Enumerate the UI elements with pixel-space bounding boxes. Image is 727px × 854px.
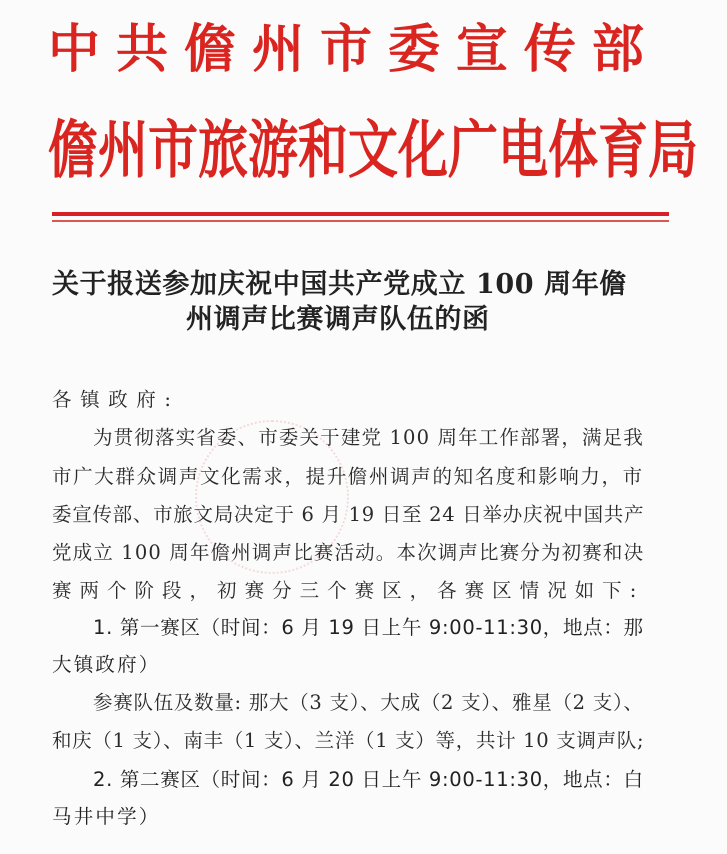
letterhead-char: 广 — [448, 112, 498, 187]
letterhead-char: 体 — [548, 112, 598, 187]
section-2-heading: 2. 第二赛区（时间：6 月 20 日上午 9:00-11:30，地点：白 — [93, 768, 644, 791]
letterhead-char: 旅 — [198, 112, 248, 187]
letterhead-char: 文 — [348, 112, 398, 187]
letterhead-org-2 — [48, 112, 698, 187]
letterhead-divider-thick — [52, 212, 669, 216]
letterhead-char: 中 — [48, 19, 101, 80]
letterhead-char: 传 — [523, 19, 576, 80]
letterhead-char: 州 — [251, 19, 304, 80]
body-paragraph-line: 党成立 100 周年儋州调声比赛活动。本次调声比赛分为初赛和决 — [52, 541, 645, 564]
letterhead-char: 儋 — [48, 112, 98, 187]
letterhead-divider-thin — [52, 220, 669, 222]
letterhead-char: 部 — [591, 19, 644, 80]
letterhead-char: 市 — [319, 19, 372, 80]
letterhead-org-1 — [48, 20, 644, 80]
body-paragraph-line: 市广大群众调声文化需求，提升儋州调声的知名度和影响力，市 — [52, 465, 644, 488]
letterhead-char: 宣 — [455, 19, 508, 80]
letterhead-char: 委 — [387, 19, 440, 80]
letterhead-char: 电 — [498, 112, 548, 187]
body-paragraph-line: 赛两个阶段，初赛分三个赛区，各赛区情况如下: — [52, 579, 645, 602]
letterhead-char: 市 — [148, 112, 198, 187]
letterhead-char: 儋 — [183, 19, 236, 80]
document-title-line-1: 关于报送参加庆祝中国共产党成立 100 周年儋 — [52, 269, 627, 300]
letterhead-char: 局 — [648, 112, 698, 187]
letterhead-char: 化 — [398, 112, 448, 187]
document-title-line-2: 州调声比赛调声队伍的函 — [186, 304, 490, 335]
body-paragraph-line: 为贯彻落实省委、市委关于建党 100 周年工作部署，满足我 — [93, 426, 645, 449]
section-1-teams-cont: 和庆（1 支）、南丰（1 支）、兰洋（1 支）等，共计 10 支调声队; — [52, 729, 645, 752]
body-paragraph-line: 委宣传部、市旅文局决定于 6 月 19 日至 24 日举办庆祝中国共产 — [52, 503, 645, 526]
salutation: 各镇政府: — [52, 388, 180, 411]
letterhead-char: 和 — [298, 112, 348, 187]
letterhead-char: 育 — [598, 112, 648, 187]
letterhead-char: 游 — [248, 112, 298, 187]
section-1-teams: 参赛队伍及数量: 那大（3 支）、大成（2 支）、雅星（2 支）、 — [93, 691, 644, 714]
letterhead-char: 共 — [115, 19, 168, 80]
section-1-heading: 1. 第一赛区（时间：6 月 19 日上午 9:00-11:30，地点：那 — [93, 616, 644, 639]
section-1-heading-cont: 大镇政府） — [52, 653, 161, 676]
section-2-heading-cont: 马井中学） — [52, 805, 161, 828]
letterhead-char: 州 — [98, 112, 148, 187]
